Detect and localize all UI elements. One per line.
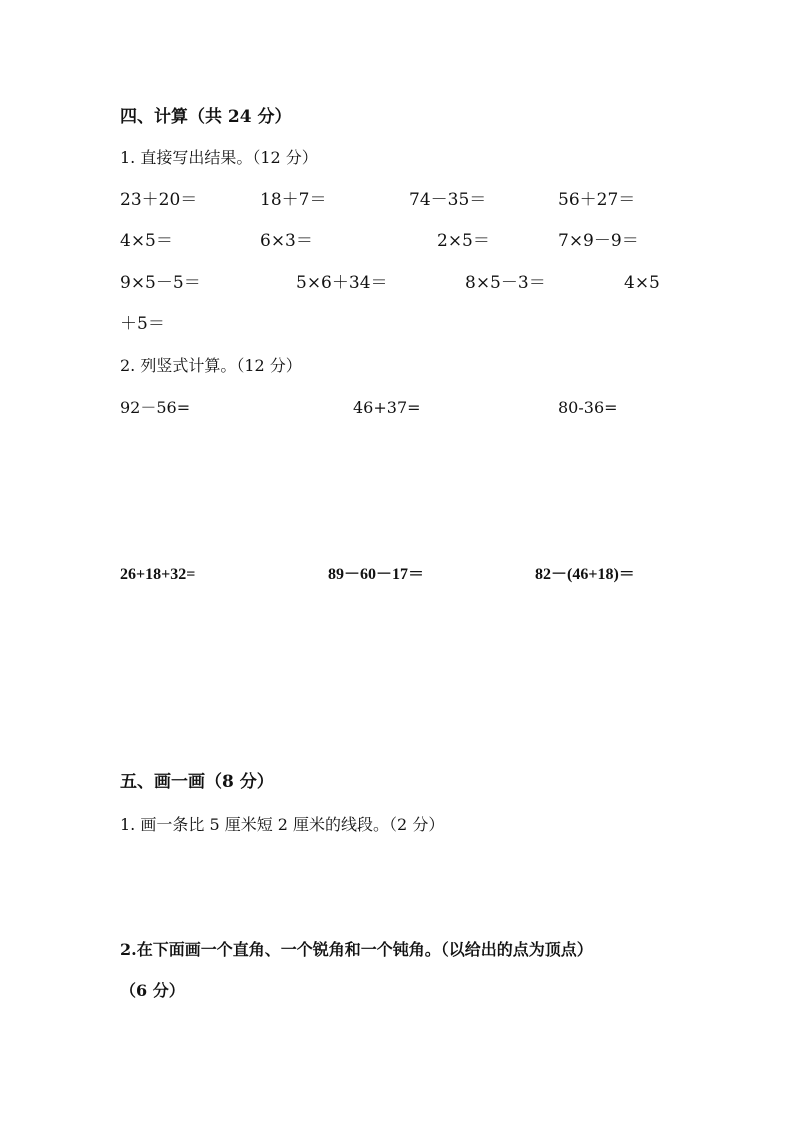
vertical-problem-6: 82－(46+18)＝	[535, 566, 635, 583]
vertical-problem-3: 80-36=	[558, 398, 618, 417]
problem-3-4: 4×5	[624, 273, 660, 293]
problem-3-4-continued: ＋5＝	[120, 314, 165, 334]
drawing-question-2: 2.在下面画一个直角、一个锐角和一个钝角。（以给出的点为顶点）	[120, 940, 593, 959]
problem-3-1: 9×5－5＝	[120, 273, 201, 293]
vertical-problem-4: 26+18+32=	[120, 566, 196, 583]
drawing-question-1: 1. 画一条比 5 厘米短 2 厘米的线段。（2 分）	[120, 815, 445, 834]
problem-2-3: 2×5＝	[437, 231, 490, 251]
problem-2-2: 6×3＝	[260, 231, 313, 251]
vertical-problem-2: 46+37=	[353, 398, 421, 417]
section-4-title: 四、计算（共 24 分）	[120, 107, 292, 127]
problem-1-3: 74－35＝	[409, 190, 487, 210]
problem-2-1: 4×5＝	[120, 231, 173, 251]
question-2-title: 2. 列竖式计算。（12 分）	[120, 356, 302, 375]
problem-1-1: 23＋20＝	[120, 190, 198, 210]
problem-3-3: 8×5－3＝	[465, 273, 546, 293]
section-5-title: 五、画一画（8 分）	[120, 772, 274, 792]
problem-1-4: 56＋27＝	[558, 190, 636, 210]
question-1-title: 1. 直接写出结果。（12 分）	[120, 148, 318, 167]
vertical-problem-5: 89－60－17＝	[328, 566, 425, 583]
drawing-question-2-points: （6 分）	[120, 981, 185, 1000]
problem-1-2: 18＋7＝	[260, 190, 327, 210]
problem-2-4: 7×9－9＝	[558, 231, 639, 251]
vertical-problem-1: 92－56=	[120, 398, 191, 417]
problem-3-2: 5×6＋34＝	[296, 273, 388, 293]
